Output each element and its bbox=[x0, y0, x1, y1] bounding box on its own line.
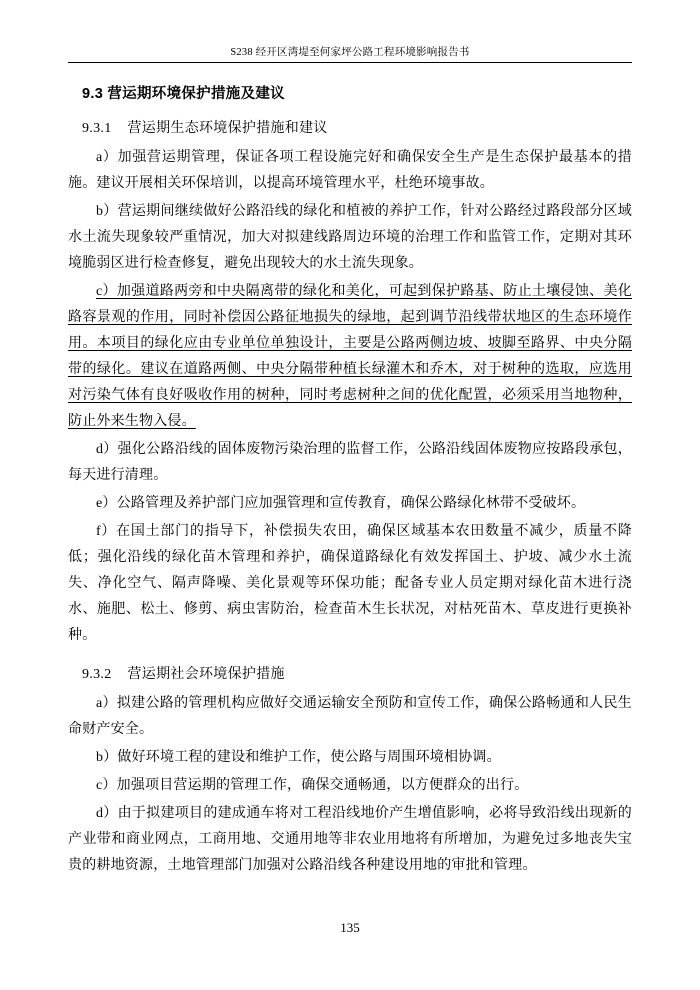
section-heading-9-3-2 bbox=[82, 663, 632, 683]
paragraph-f-eco: f）在国土部门的指导下，补偿损失农田，确保区域基本农田数量不减少，质量不降低；强化沿线的绿化苗木管理和养护，确保道路绿化有效发挥国土、护坡、减少水土流失、净化空气、隔声降噪、美化景观等环保功能；配备专业人员定期对绿化苗木进行浇水、施肥、松土、修剪、病虫害防治，检查苗木生长状况，对枯死苗木、草皮进行更换补种。 bbox=[68, 524, 632, 643]
section-title-9-3-2: 营运期社会环境保护措施 bbox=[127, 667, 285, 682]
paragraph-d-social: d）由于拟建项目的建成通车将对工程沿线地价产生增值影响，必将导致沿线出现新的产业带和商业网点，工商用地、交通用地等非农业用地将有所增加，为避免过多地丧失宝贵的耕地资源，土地管理部门加强对公路沿线各种建设用地的审批和管理。 bbox=[68, 806, 632, 873]
paragraph-c-social: c）加强项目营运期的管理工作，确保交通畅通，以方便群众的出行。 bbox=[96, 778, 529, 793]
paragraph-a-social: a）拟建公路的管理机构应做好交通运输安全预防和宣传工作，确保公路畅通和人民生命财产安全。 bbox=[68, 696, 632, 737]
document-body bbox=[68, 82, 632, 881]
paragraph-b-eco: b）营运期间继续做好公路沿线的绿化和植被的养护工作，针对公路经过路段部分区域水土流失现象较严重情况，加大对拟建线路周边环境的治理工作和监管工作，定期对其环境脆弱区进行检查修复，避免出现较大的水土流失现象。 bbox=[68, 204, 632, 271]
paragraph-b-social: b）做好环境工程的建设和维护工作，使公路与周围环境相协调。 bbox=[96, 750, 501, 765]
paragraph-c-eco: c）加强道路两旁和中央隔离带的绿化和美化，可起到保护路基、防止土壤侵蚀、美化路容景观的作用，同时补偿因公路征地损失的绿地，起到调节沿线带状地区的生态环境作用。本项目的绿化应由专业单位单独设计，主要是公路两侧边坡、坡脚至路界、中央分隔带的绿化。建议在道路两侧、中央分隔带种植长绿灌木和乔木，对于树种的选取，应选用对污染气体有良好吸收作用的树种，同时考虑树种之间的优化配置，必须采用当地物种，防止外来生物入侵。 bbox=[68, 284, 632, 429]
section-number-9-3-1: 9.3.1 bbox=[82, 121, 112, 136]
paragraph-d-eco: d）强化公路沿线的固体废物污染治理的监督工作，公路沿线固体废物应按路段承包，每天进行清理。 bbox=[68, 442, 632, 483]
section-title-9-3-1: 营运期生态环境保护措施和建议 bbox=[127, 121, 328, 136]
section-number-9-3-2: 9.3.2 bbox=[82, 667, 112, 682]
paragraph-a-eco: a）加强营运期管理，保证各项工程设施完好和确保安全生产是生态保护最基本的措施。建议开展相关环保培训，以提高环境管理水平，杜绝环境事故。 bbox=[68, 150, 632, 191]
page-header: S238 经开区湾堤至何家坪公路工程环境影响报告书 bbox=[230, 47, 470, 58]
page-number: 135 bbox=[340, 920, 360, 935]
section-heading-9-3: 9.3 营运期环境保护措施及建议 bbox=[82, 86, 285, 102]
header-divider bbox=[68, 62, 632, 63]
section-heading-9-3-1 bbox=[82, 117, 632, 137]
paragraph-e-eco: e）公路管理及养护部门应加强管理和宣传教育，确保公路绿化林带不受破坏。 bbox=[96, 496, 586, 511]
